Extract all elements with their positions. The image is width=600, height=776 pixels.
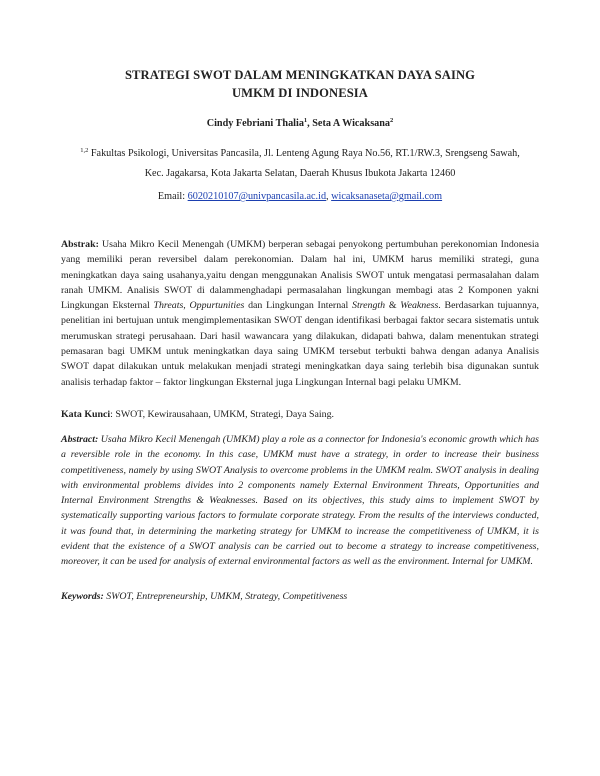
keywords-text: SWOT, Entrepreneurship, UMKM, Strategy, Competitiveness (103, 591, 348, 602)
keywords (61, 589, 539, 604)
abstract-text: Usaha Mikro Kecil Menengah (UMKM) play a role as a connector for Indonesia's economic growth which has a reversible role in the economy. In this case, UMKM must have a strategy, in order to increase their business competitiveness, namely by using SWOT Analysis to overcome problems in the UMKM realm. SWOT analysis in dealing with environmental problems divides into 2 components namely External Environment Threats, Opportunities and Internal Environment Strengths & Weaknesses. Based on its objectives, this study aims to implement SWOT by systematically supporting various factors to formulate corporate strategy. From the results of the interviews conducted, it was found that, in determining the marketing strategy for UMKM to increase the competitiveness of UMKM, it is evident that the existence of a SWOT analysis can be carried out to become a strategy to increase competitiveness, moreover, it can be used for analysis of external environmental factors as well as the environment. Internal for UMKM. (61, 434, 539, 568)
abstrak-term-weakness: Weakness (400, 300, 439, 312)
email-link-2[interactable]: wicaksanaseta@gmail.com (331, 191, 443, 202)
email-line (40, 191, 560, 202)
abstrak-text-2: , (183, 300, 190, 312)
email-label: Email: (157, 191, 188, 202)
keywords-label: Keywords: (61, 591, 104, 602)
email-separator: , (326, 191, 332, 202)
author-line (40, 117, 560, 129)
abstract-english (61, 432, 539, 570)
author-1-affil-mark: 1 (303, 117, 308, 124)
abstrak-label: Abstrak: (61, 239, 102, 250)
abstrak-text-4: & (385, 300, 401, 312)
author-2: Seta A Wicaksana (312, 118, 391, 129)
author-separator: , (307, 118, 313, 129)
abstrak-text-3: dan Lingkungan Internal (244, 300, 352, 312)
title-line-1: STRATEGI SWOT DALAM MENINGKATKAN DAYA SAING (124, 68, 476, 82)
author-1: Cindy Febriani Thalia (206, 118, 304, 129)
paper-title (40, 66, 560, 102)
abstrak-text-5: . Berdasarkan tujuannya, penelitian ini bertujuan untuk mengimplementasikan SWOT dengan identifikasi berbagai faktor secara sistematis untuk merumuskan strategi perusahaan. Dari hasil wawancara yang dilakukan, didapati bahwa, dalam menentukan strategi pemasaran bagi UMKM untuk meningkatkan daya saing UMKM tersebut terbukti bahwa dengan adanya Analisis SWOT dapat dilakukan untuk melakukan menjadi strategi meningkatkan daya saing terlebih bisa digunakan suntuk analisis terhadap faktor – faktor lingkungan Eksternal juga Lingkungan Internal bagi pelaku UMKM. (61, 300, 539, 388)
affiliation-text-1: Fakultas Psikologi, Universitas Pancasila, Jl. Lenteng Agung Raya No.56, RT.1/RW.3, Srengseng Sawah, (88, 148, 520, 159)
abstrak-term-strength: Strength (352, 300, 386, 312)
affiliation-line-1 (60, 141, 540, 164)
email-link-1[interactable]: 6020210107@univpancasila.ac.id (187, 191, 327, 202)
affiliation-line-2: Kec. Jagakarsa, Kota Jakarta Selatan, Daerah Khusus Ibukota Jakarta 12460 (144, 168, 456, 179)
affiliation-mark: 1,2 (80, 147, 89, 154)
abstrak-text-1: Usaha Mikro Kecil Menengah (UMKM) berperan sebagai penyokong pertumbuhan perekonomian Indonesia yang memiliki peran reversibel dalam perekonomian. Dalam hal ini, UMKM harus memiliki strategi, guna meningkatkan daya saing usahanya,yaitu dengan menggunakan Analisis SWOT untuk mengatasi permasalahan dalam ranah UMKM. Analisis SWOT di dalammenghadapi permasalahan lingkungan membagi atas 2 Komponen yakni Lingkungan Eksternal (61, 239, 539, 312)
title-line-2: UMKM DI INDONESIA (231, 86, 369, 100)
abstrak-term-opportunities: Oppurtunities (189, 300, 245, 312)
abstrak-term-threats: Threats (153, 300, 184, 312)
affiliation (60, 141, 540, 184)
kata-kunci-label: Kata Kunci (61, 409, 111, 420)
kata-kunci (61, 407, 539, 422)
abstract-label: Abstract: (61, 434, 99, 445)
kata-kunci-text: : SWOT, Kewirausahaan, UMKM, Strategi, Daya Saing. (110, 409, 334, 420)
author-2-affil-mark: 2 (390, 117, 394, 124)
abstract-indonesian (61, 237, 539, 390)
